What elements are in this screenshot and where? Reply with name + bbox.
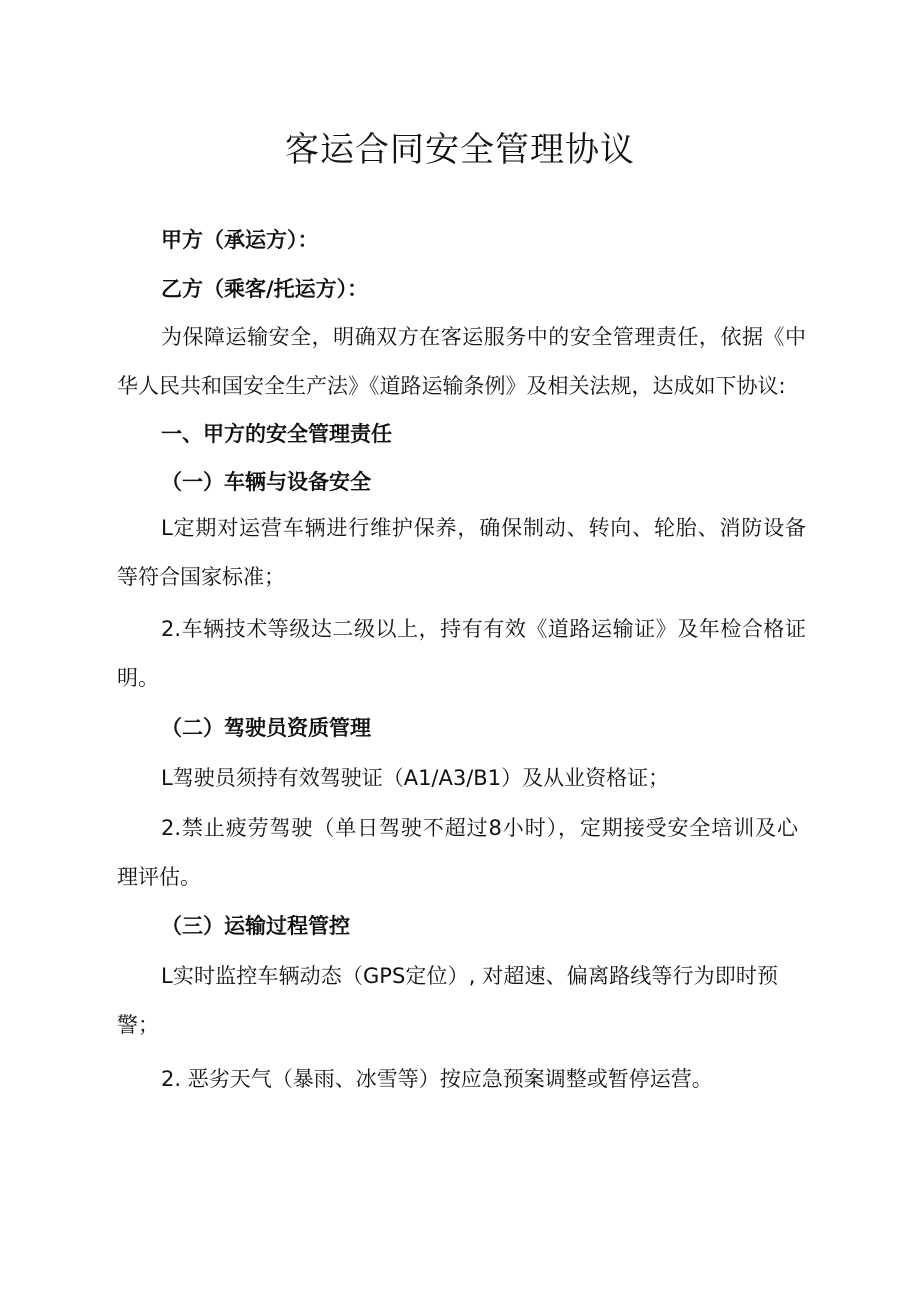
sub2-item1-line1: L驾驶员须持有效驾驶证（A1/A3/B1）及从业资格证； <box>161 766 670 790</box>
intro-line-1: 为保障运输安全，明确双方在客运服务中的安全管理责任，依据《中 <box>161 325 806 349</box>
sub1-item1-line2: 等符合国家标准； <box>117 565 285 589</box>
sub1-item1-line1: L定期对运营车辆进行维护保养，确保制动、转向、轮胎、消防设备 <box>161 516 806 540</box>
section1-heading: 一、甲方的安全管理责任 <box>161 422 392 446</box>
sub3-item1-line1: L实时监控车辆动态（GPS定位）, 对超速、偏离路线等行为即时预 <box>161 964 778 988</box>
sub3-item1-line2: 警； <box>117 1013 159 1037</box>
document-title: 客运合同安全管理协议 <box>285 130 635 170</box>
sub3-heading: （三）运输过程管控 <box>161 914 350 938</box>
party-b-label: 乙方（乘客/托运方）： <box>161 277 369 301</box>
sub3-item2-line1: 2. 恶劣天气（暴雨、冰雪等）按应急预案调整或暂停运营。 <box>161 1067 713 1091</box>
party-a-label: 甲方（承运方）： <box>161 228 319 252</box>
sub1-item2-line2: 明。 <box>117 666 159 690</box>
sub2-item2-line1: 2.禁止疲劳驾驶（单日驾驶不超过8小时），定期接受安全培训及心 <box>161 816 798 840</box>
sub2-item2-line2: 理评估。 <box>117 865 201 889</box>
intro-line-2: 华人民共和国安全生产法》《道路运输条例》及相关法规，达成如下协议: <box>117 374 786 398</box>
sub1-item2-line1: 2.车辆技术等级达二级以上，持有有效《道路运输证》及年检合格证 <box>161 617 806 641</box>
sub1-heading: （一）车辆与设备安全 <box>161 470 371 494</box>
sub2-heading: （二）驾驶员资质管理 <box>161 716 371 740</box>
